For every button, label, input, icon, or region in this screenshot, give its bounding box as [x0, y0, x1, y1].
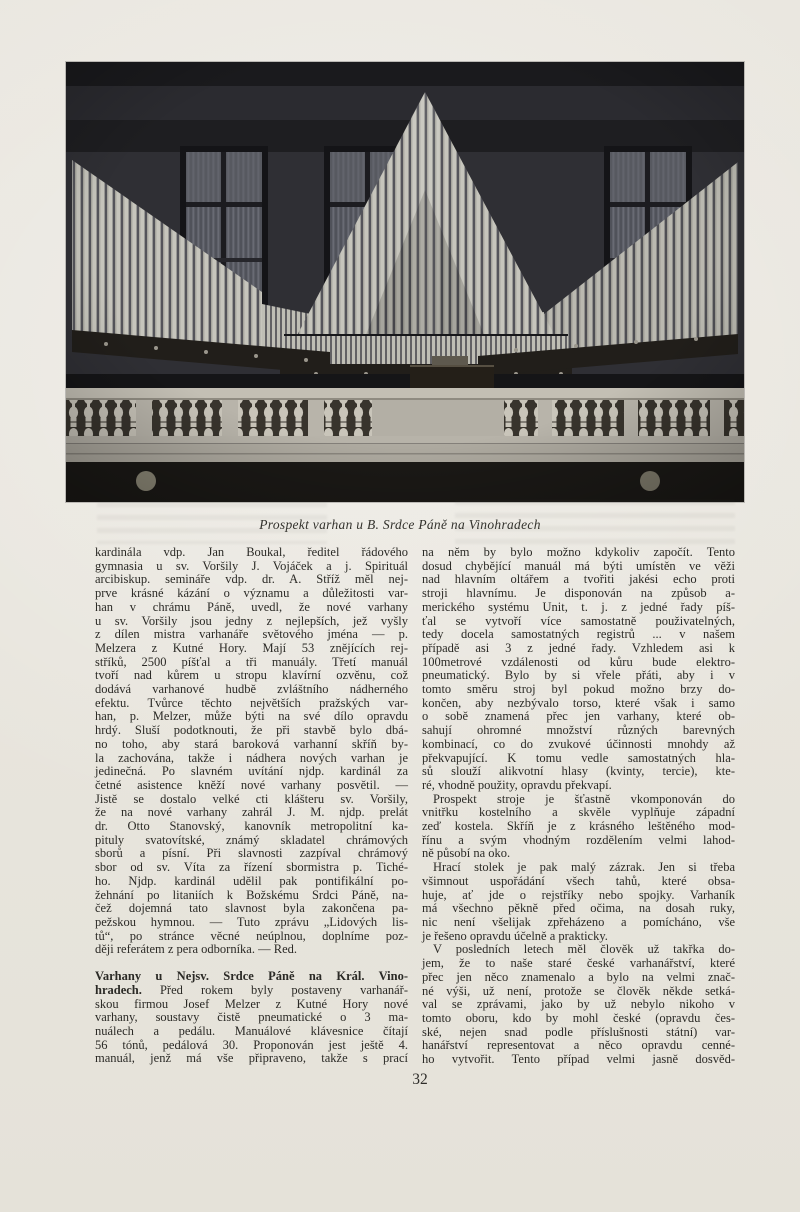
text-line: dodává varhanové hudbě zvláštního nádherného [95, 682, 408, 697]
text-line: Hrací stolek je pak malý zázrak. Jen si třeba [433, 860, 735, 875]
organ-photo [66, 62, 744, 502]
text-line: kombinací, co do zvukové účinnosti mnohdy až [422, 736, 735, 751]
text-line: žehnání po litaniích k Božskému Srdci Páně, na- [95, 887, 408, 902]
text-line: hradech. Před rokem byly postaveny varhanář- [95, 982, 408, 997]
text-line: zeď kostela. Skříň je z krásného leštěného mod- [422, 819, 735, 834]
text-line: stříků, 2500 píšťal a tři manuály. Třetí manuál [95, 654, 408, 669]
text-line: hanářství representovat a něco opravdu cenné- [422, 1038, 735, 1053]
text-line: né výši, už není, protože se člověk někde setká- [422, 983, 735, 998]
text-line: z dílen mistra varhanáře světového jména — p. [95, 627, 408, 642]
text-line: ré, vhodně použity, opravdu překvapí. [422, 777, 612, 792]
text-line: dr. Otto Stanovský, kanovník metropolitní ka- [95, 819, 408, 834]
text-line: pneumatický. Bylo by si vřele přáti, aby i v [422, 668, 735, 683]
text-line: varhany, soustavy čistě pneumatické o 3 ma- [95, 1010, 408, 1025]
text-line: Jistě se dostalo velké cti klášteru sv. Voršily, [95, 791, 408, 806]
text-line: nad hlavním oltářem a tvořiti jakési echo proti [422, 572, 735, 587]
text-line: skou firmou Josef Melzer z Kutné Hory nové [95, 996, 408, 1011]
text-line: jem, že to naše staré české varhanářství, které [422, 956, 735, 971]
text-line: na něm by bylo možno kdykoliv započít. Tento [422, 545, 735, 559]
text-line: kardinála vdp. Jan Boukal, ředitel řádového [95, 545, 408, 559]
text-line: překvapující. K tomu vedle samostatných hla- [422, 750, 735, 765]
text-line: pituly svatovítské, známý skladatel chrámových [95, 832, 408, 847]
text-line: sbor od sv. Víta za řízení sbormistra p. Tiché- [95, 860, 408, 875]
text-line: četné asistence kněží nové varhany posvětil. — [95, 777, 408, 792]
text-line: končen, aby nezbývalo torso, které však i samo [422, 695, 735, 710]
text-line: efektu. Tvůrce těchto největších pražských var- [95, 695, 408, 710]
organ-photo-illustration [66, 62, 744, 502]
text-line: tů“, po stránce věcné neúplnou, doplníme poz- [95, 928, 408, 943]
text-line: V posledních letech měl člověk už takřka do- [433, 942, 735, 957]
text-line: řínu a svým vhodným rozdělením velmi lahod- [422, 832, 735, 847]
text-line: manuál, jenž má vše připraveno, takže s prací [95, 1051, 408, 1066]
text-line: přec jen něco znamenalo a bylo na velmi znač- [422, 969, 735, 984]
column-right [422, 546, 735, 1067]
text-line: han, p. Melzer, může býti na své dílo opravdu [95, 709, 408, 724]
text-line: huje, ať jde o rejstříky nebo spojky. Varhaník [422, 887, 735, 902]
text-line: la zachována, takže i nádhera nových varhan je [95, 750, 408, 765]
text-line: arcibiskup. semináře vdp. dr. A. Stříž měl nej- [95, 572, 408, 587]
text-line: Prospekt stroje je šťastně vkomponován do [433, 791, 735, 806]
text-line: 100metrové vzdálenosti od kůru bude elektro- [422, 654, 735, 669]
text-line: ské, nejen snad podle příslušnosti státní) var- [422, 1024, 735, 1039]
text-line: ně působí na oko. [422, 846, 511, 861]
text-line: hrdý. Sluší podotknouti, že při stavbě bylo dbá- [95, 723, 408, 738]
column-left [95, 546, 408, 1067]
text-line: že na nové varhany zahrál J. M. njdp. prelát [95, 805, 408, 820]
text-line: dosud chybějící manuál má býti umístěn ve věži [422, 558, 735, 573]
text-line: sborů a písní. Při slavnosti zazpíval chrámový [95, 846, 408, 861]
text-line: sů slouží alikvotní hlasy (kvinty, tercie), kte- [422, 764, 735, 779]
text-line: 56 tónů, pedálová 30. Proponován jest ještě 4. [95, 1037, 408, 1052]
photo-caption: Prospekt varhan u B. Srdce Páně na Vinohradech [259, 517, 541, 532]
text-line: má všechno pěkně před očima, na dosah ruky, [422, 901, 735, 916]
text-line: tvoří nad kůrem u stropu klavírní ozvěnu, což [95, 668, 408, 683]
text-line: merického systému Unit, t. j. z jedné řady píš- [422, 599, 735, 614]
text-line: sahují ohromné množství různých barevných [422, 723, 735, 738]
text-line: všimnout uspořádání všech tahů, které obsa- [422, 873, 735, 888]
text-line: je řešeno opravdu účelně a prakticky. [422, 928, 608, 943]
text-line: nic není všelijak zpřeházeno a pomícháno, vše [422, 914, 735, 929]
text-line: prve krásné kázání o významu a důležitosti var- [95, 586, 408, 601]
text-line: stroji hlavnímu. Je disponován na způsob a- [422, 586, 735, 601]
text-line: Varhany u Nejsv. Srdce Páně na Král. Vino- [95, 969, 408, 984]
text-line: val se zprávami, jako by už nebylo nikoho v [422, 997, 735, 1012]
text-line: no toho, aby stará baroková varhanní skříň by- [95, 736, 408, 751]
text-line: čež dojemná tato slavnost byla zakončena pa- [95, 901, 408, 916]
text-line: tomto směru stroj byl pokud možno brzy do- [422, 682, 735, 697]
text-line: Melzera z Kutné Hory. Mají 53 znějících rej- [95, 640, 408, 655]
text-line: u sv. Voršily jsou jedny z nejlepších, jež vyšly [95, 613, 408, 628]
text-line: případě asi 3 z jedné řady. Vzhledem asi k [422, 640, 735, 655]
text-line: ho. Njdp. kardinál udělil pak pontifikální po- [95, 873, 408, 888]
text-line: tomto oboru, kdo by mohl české (opravdu čes- [422, 1010, 735, 1025]
text-line: gymnasia u sv. Voršily J. Vojáček a j. Spirituál [95, 558, 408, 573]
page-number: 32 [412, 1071, 428, 1088]
text-line: pežskou hymnou. — Tuto zprávu „Lidových lis- [95, 914, 408, 929]
text-line: vnitřku kostelního a skvěle vyplňuje západní [422, 805, 735, 820]
text-line: ho vytvořit. Tento případ velmi jasně dosvěd- [422, 1052, 735, 1067]
article-body [95, 546, 735, 1067]
text-line: nuálech a pedálu. Manuálové klávesnice čítají [95, 1023, 408, 1038]
text-line: ději referátem z pera odborníka. — Red. [95, 942, 297, 957]
text-line: ťal se vytvoří více samostatně použivatelných, [422, 613, 735, 628]
text-line: o sobě znamená přec jen varhany, které ob- [422, 709, 735, 724]
text-line: han v chrámu Páně, uvedl, že nové varhany [95, 599, 408, 614]
text-line: tedy docela samostatných registrů ... v našem [422, 627, 735, 642]
text-line: jedinečná. Po slavném uvítání njdp. kardinál za [95, 764, 408, 779]
